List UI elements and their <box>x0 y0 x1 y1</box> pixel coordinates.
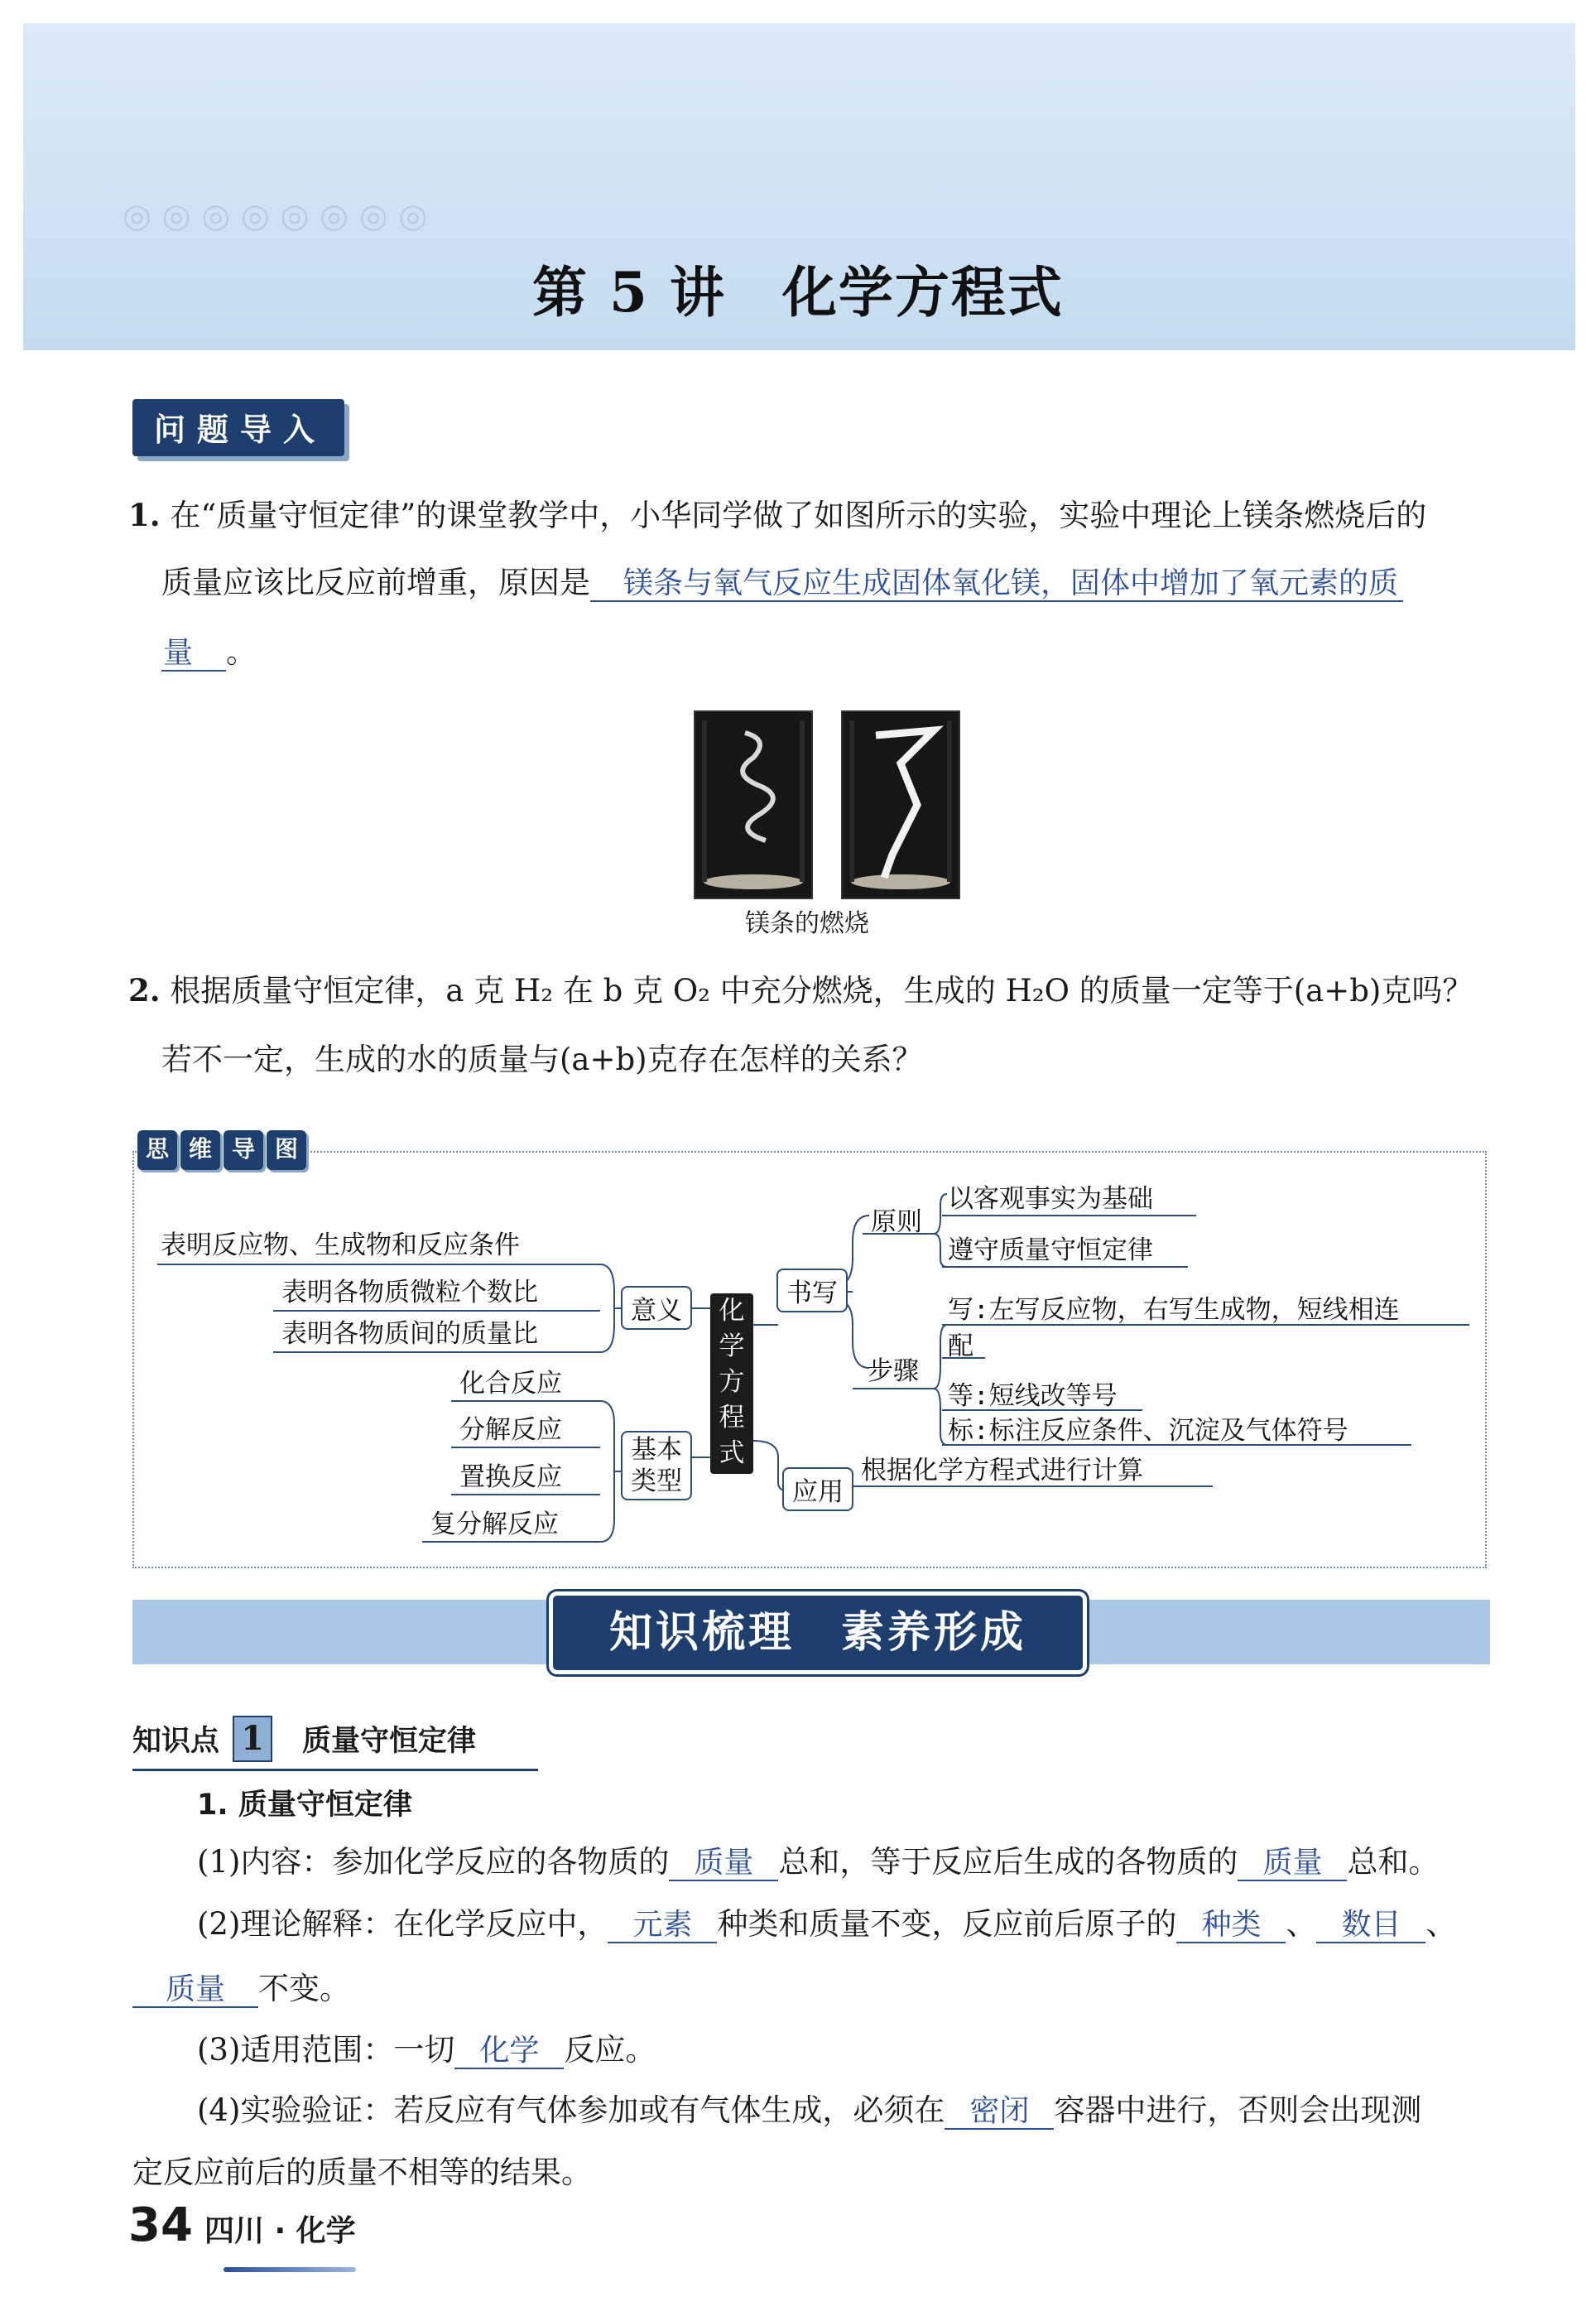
q1-number: 1. <box>128 497 161 533</box>
page-number: 34 <box>128 2198 193 2252</box>
kp-line-text: 种类和质量不变，反应前后原子的 <box>717 1906 1177 1942</box>
kp-line-text: 总和，等于反应后生成的各物质的 <box>778 1844 1238 1880</box>
kp-line-verify <box>197 2091 1421 2131</box>
kp-answer: 种类 <box>1176 1908 1286 1943</box>
mindmap-meaning-item: 表明反应物、生成物和反应条件 <box>161 1230 520 1260</box>
q1-text: 在“质量守恒定律”的课堂教学中，小华同学做了如图所示的实验，实验中理论上镁条燃烧后的 <box>170 498 1427 533</box>
mindmap-tag-char: 思 <box>137 1130 177 1170</box>
kp-line-content <box>197 1842 1439 1883</box>
kp-line-text: (4)实验验证：若反应有气体参加或有气体生成，必须在 <box>197 2092 945 2128</box>
kp-subheading: 1. 质量守恒定律 <box>197 1789 412 1822</box>
banner-decoration: ◎ ◎ ◎ ◎ ◎ ◎ ◎ ◎ <box>123 197 428 235</box>
mindmap-node-principle: 原则 <box>871 1207 922 1237</box>
kp-line-theory-cont <box>132 1969 350 2010</box>
mindmap-tag-char: 图 <box>267 1130 306 1170</box>
kp-answer: 质量 <box>669 1846 778 1881</box>
section-tag-intro: 问题导入 <box>132 399 344 456</box>
page-title: 第 5 讲 化学方程式 <box>532 260 1064 325</box>
kp-line-text: (2)理论解释：在化学反应中， <box>197 1906 608 1942</box>
mindmap-node-meaning: 意义 <box>621 1286 692 1330</box>
mindmap-node-writing: 书写 <box>776 1269 848 1312</box>
mindmap-tag-char: 导 <box>224 1130 263 1170</box>
footer-subject: 四川 · 化学 <box>204 2214 356 2248</box>
q1-suffix: 。 <box>226 634 257 670</box>
footer-underline <box>224 2267 356 2272</box>
mindmap-step-mark: 标:标注反应条件、沉淀及气体符号 <box>948 1416 1348 1446</box>
knowledge-point-header <box>132 1716 538 1771</box>
q2-number: 2. <box>128 972 161 1009</box>
kp-line-text: 反应。 <box>564 2032 656 2068</box>
kp-answer: 化学 <box>454 2034 564 2069</box>
kp-line-verify-cont: 定反应前后的质量不相等的结果。 <box>132 2155 592 2190</box>
kp-number: 1 <box>233 1716 272 1762</box>
kp-line-text: 总和。 <box>1347 1844 1440 1880</box>
mindmap-type-item: 化合反应 <box>459 1369 562 1399</box>
kp-answer: 质量 <box>1238 1846 1347 1881</box>
kp-answer: 密闭 <box>945 2094 1054 2130</box>
q1-answer-b: 量 <box>161 636 226 672</box>
mindmap-step-equal: 等:短线改等号 <box>948 1381 1118 1411</box>
mindmap-type-item: 分解反应 <box>459 1415 562 1445</box>
kp-answer: 质量 <box>132 1972 258 2008</box>
mindmap-node-types-a: 基本 <box>631 1435 682 1465</box>
figure-caption: 镁条的燃烧 <box>745 909 869 938</box>
mindmap-type-item: 复分解反应 <box>430 1509 559 1539</box>
kp-line-text: 容器中进行，否则会出现测 <box>1054 2092 1422 2128</box>
kp-title: 质量守恒定律 <box>302 1725 477 1758</box>
page-footer <box>128 2198 356 2252</box>
mindmap-step-write-cont: 配 <box>948 1331 973 1361</box>
mindmap-principle-item: 遵守质量守恒定律 <box>948 1235 1153 1265</box>
kp-line-text: (3)适用范围：一切 <box>197 2032 455 2068</box>
kp-line-scope <box>197 2030 656 2071</box>
kp-line-theory <box>197 1904 1456 1945</box>
mindmap-node-types-b: 类型 <box>631 1466 682 1496</box>
kp-line-text: 、 <box>1425 1906 1457 1942</box>
mindmap-step-write: 写:左写反应物，右写生成物，短线相连 <box>948 1295 1400 1325</box>
kp-answer: 数目 <box>1316 1908 1425 1943</box>
mindmap-type-item: 置换反应 <box>459 1462 562 1492</box>
q2-line2: 若不一定，生成的水的质量与(a+b)克存在怎样的关系？ <box>161 1042 923 1077</box>
mindmap-principle-item: 以客观事实为基础 <box>948 1184 1153 1214</box>
q1-answer-a: 镁条与氧气反应生成固体氧化镁，固体中增加了氧元素的质 <box>590 566 1403 602</box>
kp-line-text: 、 <box>1286 1906 1317 1942</box>
mindmap-meaning-item: 表明各物质间的质量比 <box>281 1319 538 1349</box>
mindmap-node-application: 应用 <box>782 1467 853 1511</box>
kp-line-text: (1)内容：参加化学反应的各物质的 <box>197 1844 670 1880</box>
q2-text: 根据质量守恒定律，a 克 H₂ 在 b 克 O₂ 中充分燃烧，生成的 H₂O 的质量一定等于(a+b)克吗？ <box>170 973 1473 1009</box>
mindmap-node-types <box>621 1431 692 1500</box>
mindmap-center-node: 化学方程式 <box>710 1293 753 1474</box>
q1-prefix: 质量应该比反应前增重，原因是 <box>161 565 590 600</box>
mindmap-application-item: 根据化学方程式进行计算 <box>861 1456 1143 1485</box>
mindmap-tag-char: 维 <box>180 1130 220 1170</box>
kp-label: 知识点 <box>132 1725 220 1758</box>
section-banner-title: 知识梳理 素养形成 <box>549 1591 1087 1674</box>
kp-line-text: 不变。 <box>258 1971 351 2006</box>
mindmap-meaning-item: 表明各物质微粒个数比 <box>281 1278 538 1307</box>
kp-answer: 元素 <box>608 1908 717 1943</box>
mindmap-node-steps: 步骤 <box>868 1356 919 1386</box>
